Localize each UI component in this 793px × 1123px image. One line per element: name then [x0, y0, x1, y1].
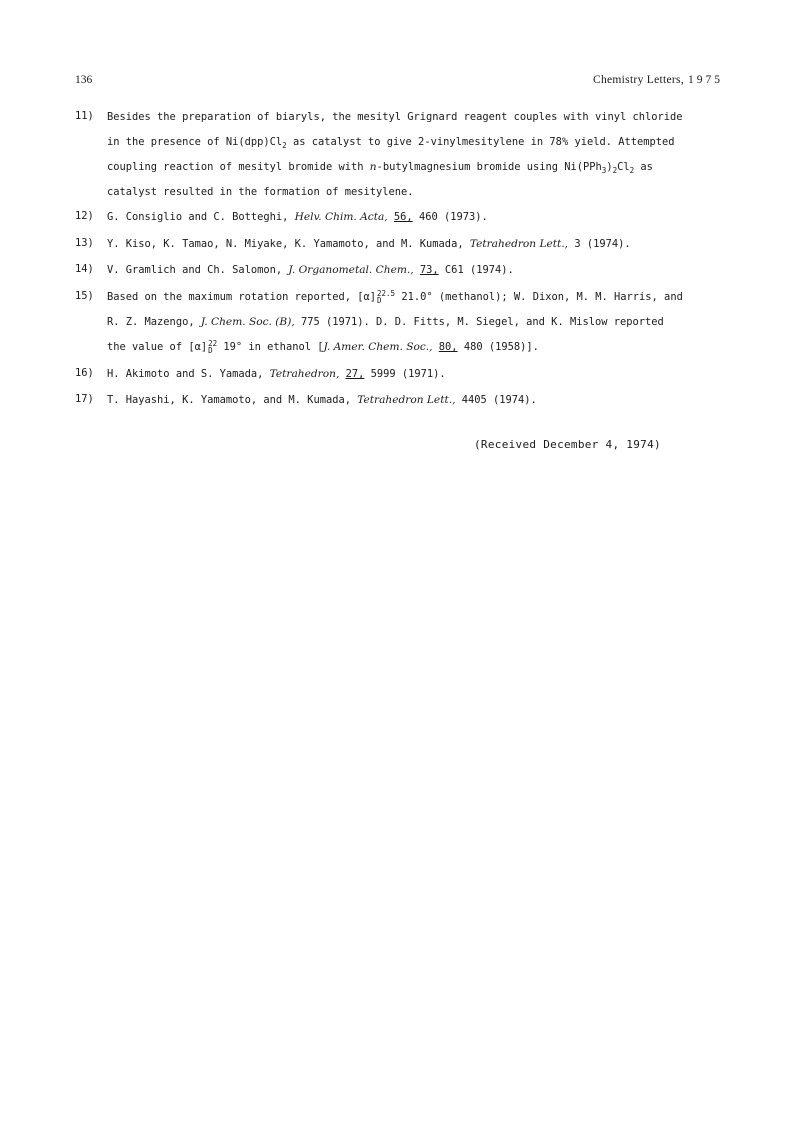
reference-text [107, 263, 725, 288]
volume-number: 56, [393, 211, 413, 223]
text-run: C61 (1974). [438, 264, 514, 276]
text-run: 460 (1973). [412, 211, 488, 223]
running-title [593, 74, 723, 86]
text-run: the value of [α] [107, 341, 208, 353]
reference-number: 11) [75, 110, 94, 122]
journal-name: J. Amer. Chem. Soc., [323, 341, 433, 353]
text-run: V. Gramlich and Ch. Salomon, [107, 264, 289, 276]
reference-line: catalyst resulted in the formation of mesitylene. [107, 186, 414, 198]
subscript: 2 [612, 166, 618, 176]
reference-number: 14) [75, 263, 94, 275]
reference-line [107, 210, 725, 235]
reference-number: 12) [75, 210, 94, 222]
reference-number: 15) [75, 290, 94, 302]
text-run: 775 (1971). D. D. Fitts, M. Siegel, and K. Mislow reported [294, 316, 664, 328]
journal-year: 1975 [688, 74, 723, 86]
text-run: ) [606, 161, 613, 173]
reference-line [107, 135, 725, 160]
journal-name: Tetrahedron Lett., [357, 394, 456, 406]
reference-line: Besides the preparation of biaryls, the mesityl Grignard reagent couples with vinyl chloride [107, 111, 683, 123]
text-run: Based on the maximum rotation reported, [α] [107, 291, 376, 303]
reference-line [107, 315, 725, 340]
journal-name: Helv. Chim. Acta, [294, 211, 388, 223]
reference-line [107, 367, 725, 392]
reference-number: 13) [75, 237, 94, 249]
reference-number: 16) [75, 367, 94, 379]
volume-number: 73, [419, 264, 439, 276]
reference-line [107, 160, 725, 185]
page-header [75, 74, 723, 90]
text-run: 19° in ethanol [ [217, 341, 324, 353]
journal-name: Tetrahedron, [269, 368, 340, 380]
reference-text [107, 290, 725, 365]
text-run: Cl [617, 161, 630, 173]
text-run: Y. Kiso, K. Tamao, N. Miyake, K. Yamamoto, and M. Kumada, [107, 238, 470, 250]
text-run: coupling reaction of mesityl bromide with [107, 161, 370, 173]
text-run: -butylmagnesium bromide using Ni(PPh [376, 161, 602, 173]
text-run: G. Consiglio and C. Botteghi, [107, 211, 295, 223]
volume-number: 80, [438, 341, 458, 353]
subscript: 3 [601, 166, 607, 176]
reference-number: 17) [75, 393, 94, 405]
page-number: 136 [75, 74, 93, 86]
journal-name: J. Chem. Soc. (B), [200, 316, 295, 328]
reference-line [107, 393, 725, 418]
text-run: 21.0° (methanol); W. Dixon, M. M. Harris, and [395, 291, 683, 303]
volume-number: 27, [345, 368, 365, 380]
journal-name: Tetrahedron Lett., [469, 238, 569, 250]
reference-line [107, 237, 725, 262]
superscript: 22 [208, 339, 218, 348]
reference-text [107, 210, 725, 235]
text-run: 4405 (1974). [455, 394, 537, 406]
text-run: 480 (1958)]. [457, 341, 539, 353]
subscript: 2 [629, 166, 635, 176]
italic-text: n [369, 161, 377, 173]
reference-text [107, 110, 725, 210]
subscript: D [377, 296, 382, 305]
subscript: D [208, 346, 213, 355]
text-run: as catalyst to give 2-vinylmesitylene in 78% yield. Attempted [286, 136, 675, 148]
journal-name: J. Organometal. Chem., [288, 264, 414, 276]
text-run: as [634, 161, 653, 173]
reference-line [107, 340, 725, 365]
text-run: H. Akimoto and S. Yamada, [107, 368, 270, 380]
rotation-index [377, 290, 395, 304]
superscript: 22.5 [377, 289, 396, 298]
text-run: in the presence of Ni(dpp)Cl [107, 136, 283, 148]
reference-line [107, 290, 725, 315]
rotation-index [208, 340, 217, 354]
text-run: T. Hayashi, K. Yamamoto, and M. Kumada, [107, 394, 358, 406]
text-run: 3 (1974). [568, 238, 631, 250]
reference-text [107, 367, 725, 392]
journal-name: Chemistry Letters, [593, 74, 684, 86]
reference-text [107, 393, 725, 418]
reference-text [107, 237, 725, 262]
received-date: (Received December 4, 1974) [474, 438, 661, 451]
subscript: 2 [282, 141, 287, 151]
text-run: 5999 (1971). [364, 368, 446, 380]
text-run: R. Z. Mazengo, [107, 316, 201, 328]
reference-line [107, 263, 725, 288]
